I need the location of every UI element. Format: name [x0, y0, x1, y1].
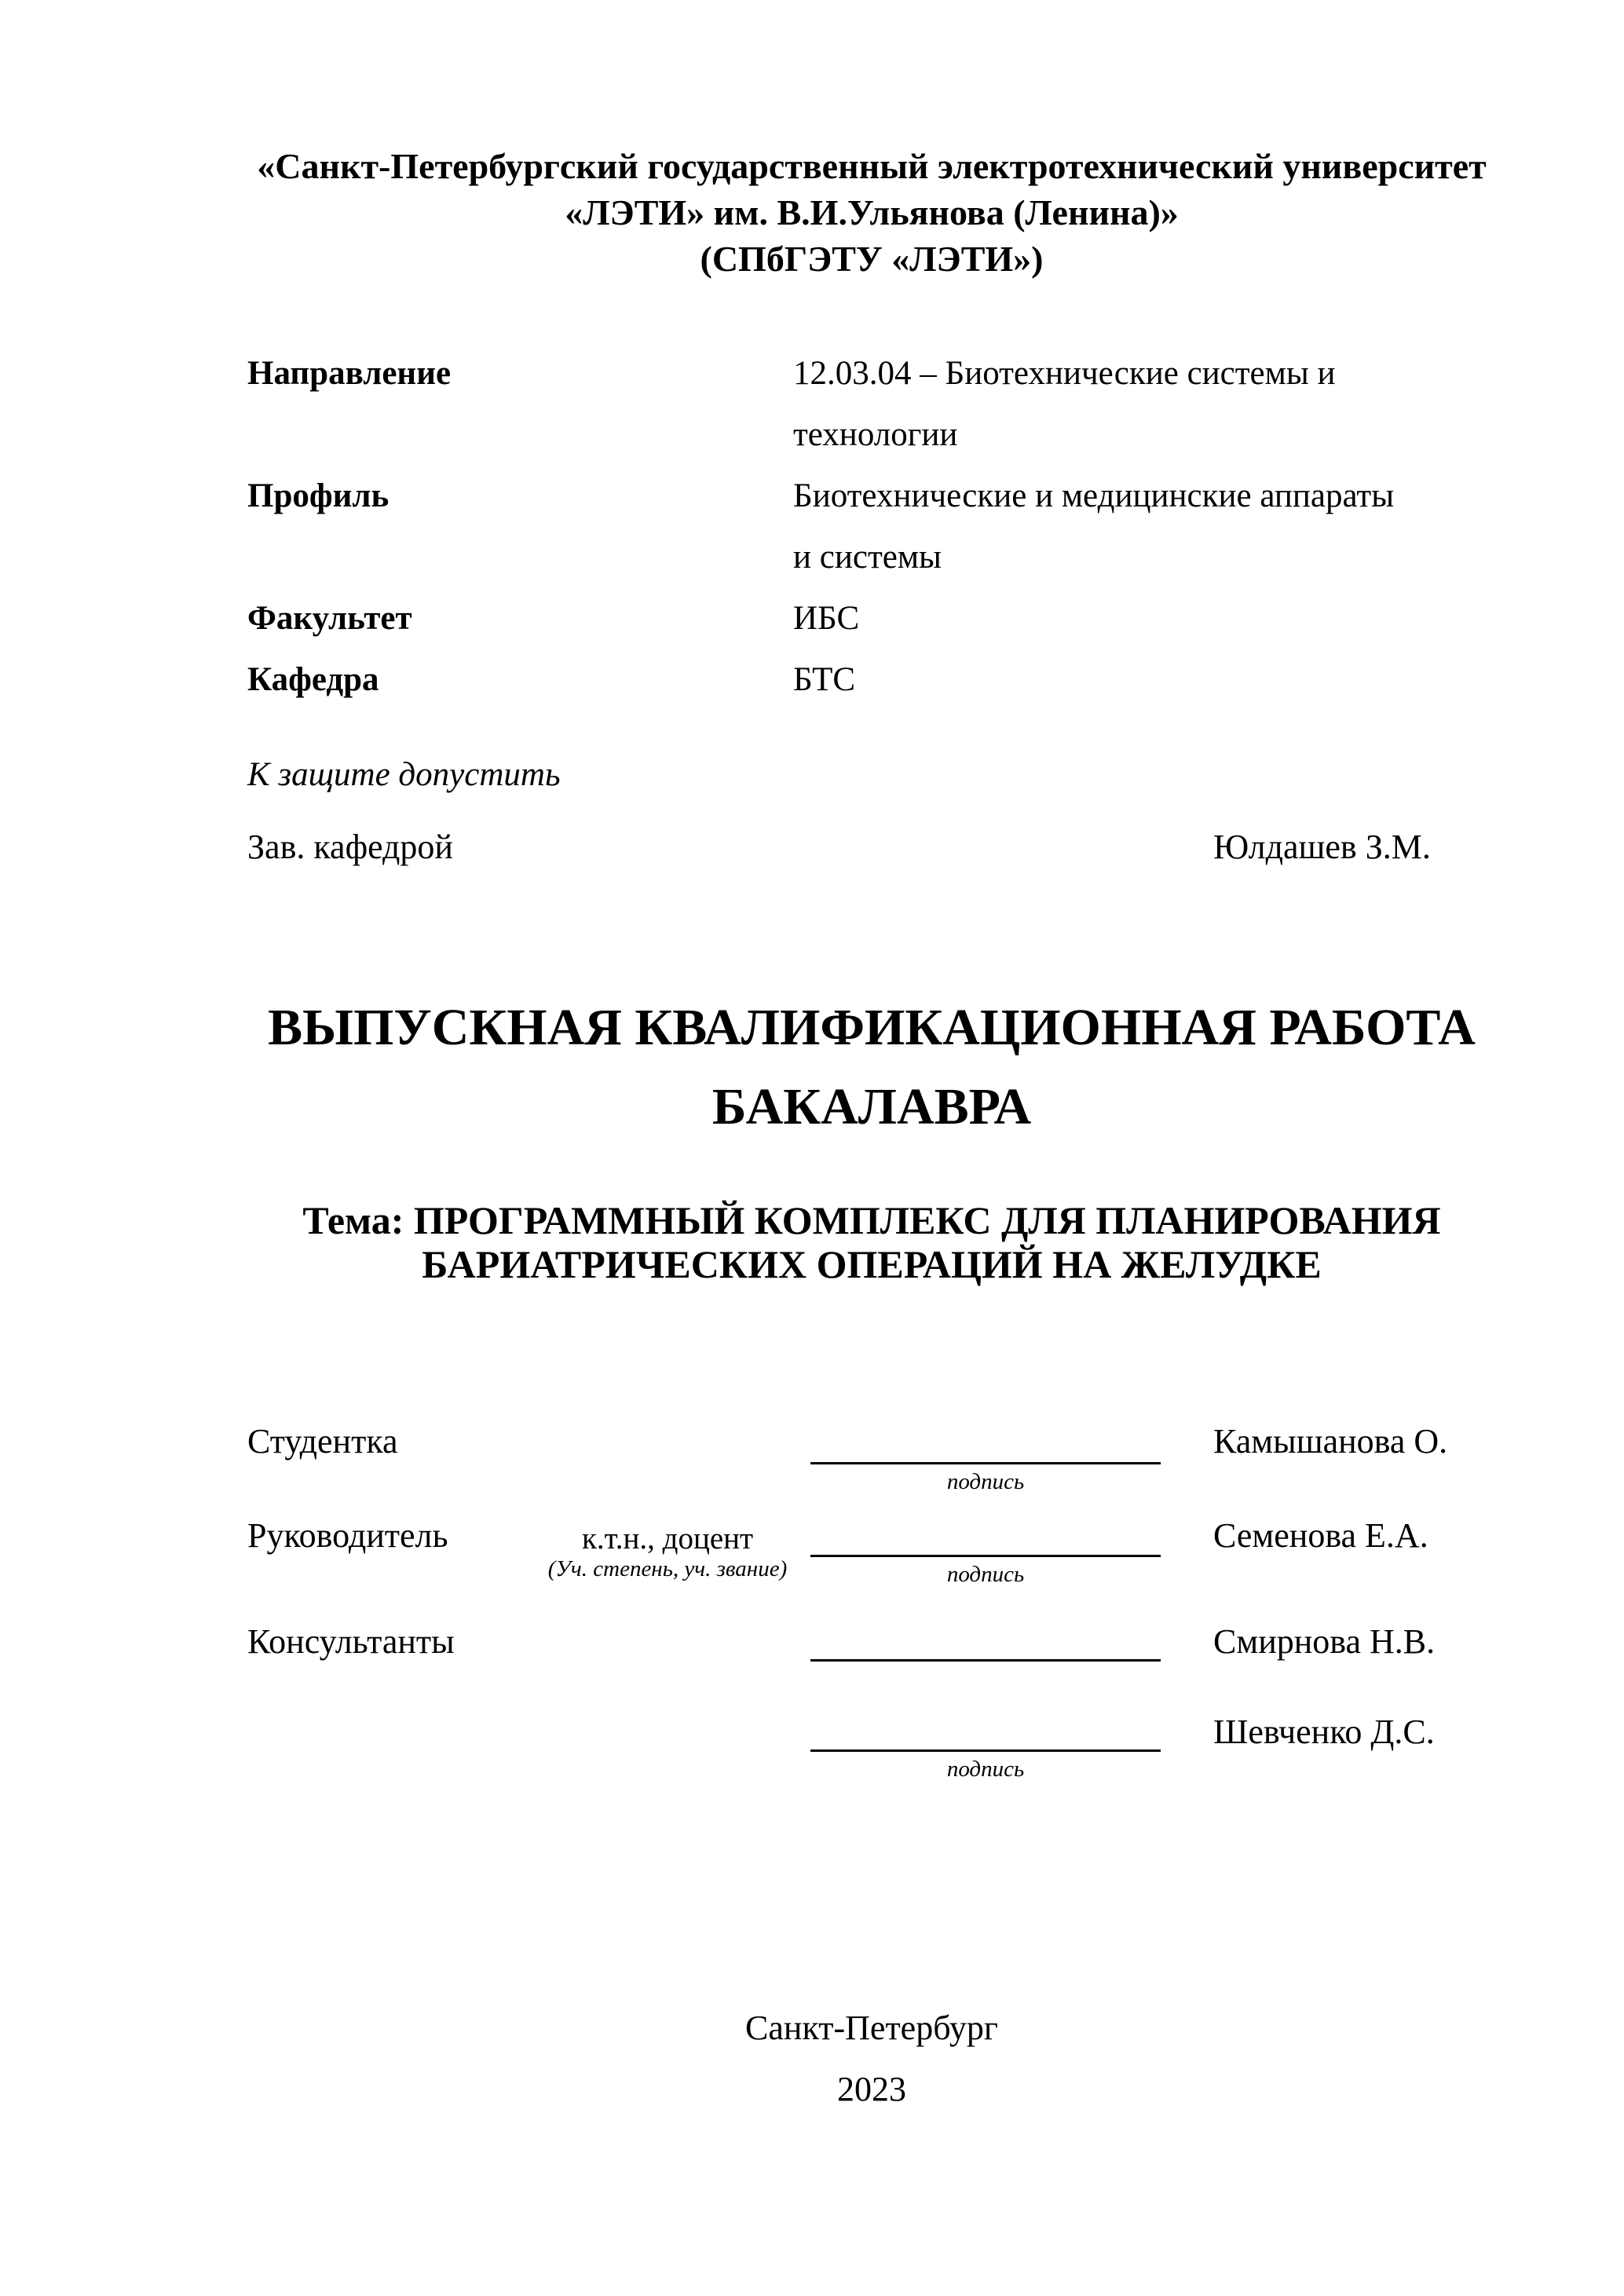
thesis-title-line-1: ВЫПУСКНАЯ КВАЛИФИКАЦИОННАЯ РАБОТА	[268, 999, 1476, 1056]
info-value-direction-line-1: 12.03.04 – Биотехнические системы и	[793, 355, 1336, 392]
university-header-line-2: «ЛЭТИ» им. В.И.Ульянова (Ленина)»	[565, 192, 1179, 232]
person-name-supervisor: Семенова Е.А.	[1213, 1516, 1428, 1555]
info-row-faculty	[247, 588, 1496, 649]
supervisor-qualification-block	[546, 1522, 789, 1581]
signature-row-consultant-2	[247, 1713, 1496, 1808]
signature-row-student	[247, 1423, 1496, 1517]
footer	[247, 1998, 1496, 2120]
department-head-label: Зав. кафедрой	[247, 828, 453, 866]
signature-line-student	[810, 1423, 1161, 1464]
info-value-profile-line-2: и системы	[793, 539, 942, 576]
info-value-direction	[793, 343, 1496, 466]
department-head-row	[247, 817, 1496, 878]
info-label-direction: Направление	[247, 355, 452, 392]
info-label-faculty: Факультет	[247, 600, 412, 637]
info-label-department: Кафедра	[247, 661, 379, 698]
program-info-table	[247, 343, 1496, 711]
signature-row-consultant-1	[247, 1623, 1496, 1717]
signature-area-supervisor	[810, 1517, 1161, 1588]
info-row-direction	[247, 343, 1496, 466]
info-row-department	[247, 649, 1496, 711]
info-value-profile-line-1: Биотехнические и медицинские аппараты	[793, 477, 1395, 514]
thesis-title-line-2: БАКАЛАВРА	[711, 1078, 1032, 1135]
signature-area-consultant-2	[810, 1713, 1161, 1782]
signature-caption-student: подпись	[946, 1469, 1025, 1494]
admission-note: К защите допустить	[247, 756, 561, 793]
signature-line-consultant-2	[810, 1713, 1161, 1752]
footer-city: Санкт-Петербург	[745, 2009, 998, 2047]
footer-year: 2023	[837, 2070, 906, 2108]
signature-line-consultant-1	[810, 1623, 1161, 1662]
thesis-theme-line-2: БАРИАТРИЧЕСКИХ ОПЕРАЦИЙ НА ЖЕЛУДКЕ	[422, 1242, 1322, 1286]
signature-line-supervisor	[810, 1517, 1161, 1557]
info-value-direction-line-2: технологии	[793, 416, 958, 453]
person-name-consultant-2: Шевченко Д.С.	[1213, 1713, 1435, 1751]
supervisor-qualification-caption: (Уч. степень, уч. звание)	[547, 1556, 788, 1581]
info-value-faculty: ИБС	[793, 600, 860, 637]
info-label-profile: Профиль	[247, 477, 390, 514]
supervisor-qualification: к.т.н., доцент	[581, 1522, 754, 1556]
signature-row-supervisor	[247, 1517, 1496, 1611]
signature-area-student	[810, 1423, 1161, 1495]
thesis-title	[247, 988, 1496, 1146]
person-name-student: Камышанова О.	[1213, 1422, 1448, 1461]
info-value-department: БТС	[793, 661, 856, 698]
thesis-theme-line-1: Тема: ПРОГРАММНЫЙ КОМПЛЕКС ДЛЯ ПЛАНИРОВАНИЯ	[302, 1198, 1441, 1242]
info-value-profile	[793, 466, 1496, 588]
role-label-student: Студентка	[247, 1422, 398, 1461]
signature-caption-consultant-2: подпись	[946, 1757, 1025, 1782]
role-label-consultants: Консультанты	[247, 1622, 455, 1661]
signature-area-consultant-1	[810, 1623, 1161, 1662]
person-name-consultant-1: Смирнова Н.В.	[1213, 1622, 1436, 1661]
university-header	[247, 143, 1496, 282]
university-header-line-3: (СПбГЭТУ «ЛЭТИ»)	[700, 239, 1044, 279]
info-row-profile	[247, 466, 1496, 588]
role-label-supervisor: Руководитель	[247, 1516, 448, 1555]
thesis-theme	[247, 1198, 1496, 1286]
signature-caption-supervisor: подпись	[946, 1562, 1025, 1587]
department-head-name: Юлдашев З.М.	[1213, 828, 1431, 866]
university-header-line-1: «Санкт-Петербургский государственный электротехнический университет	[257, 146, 1487, 186]
